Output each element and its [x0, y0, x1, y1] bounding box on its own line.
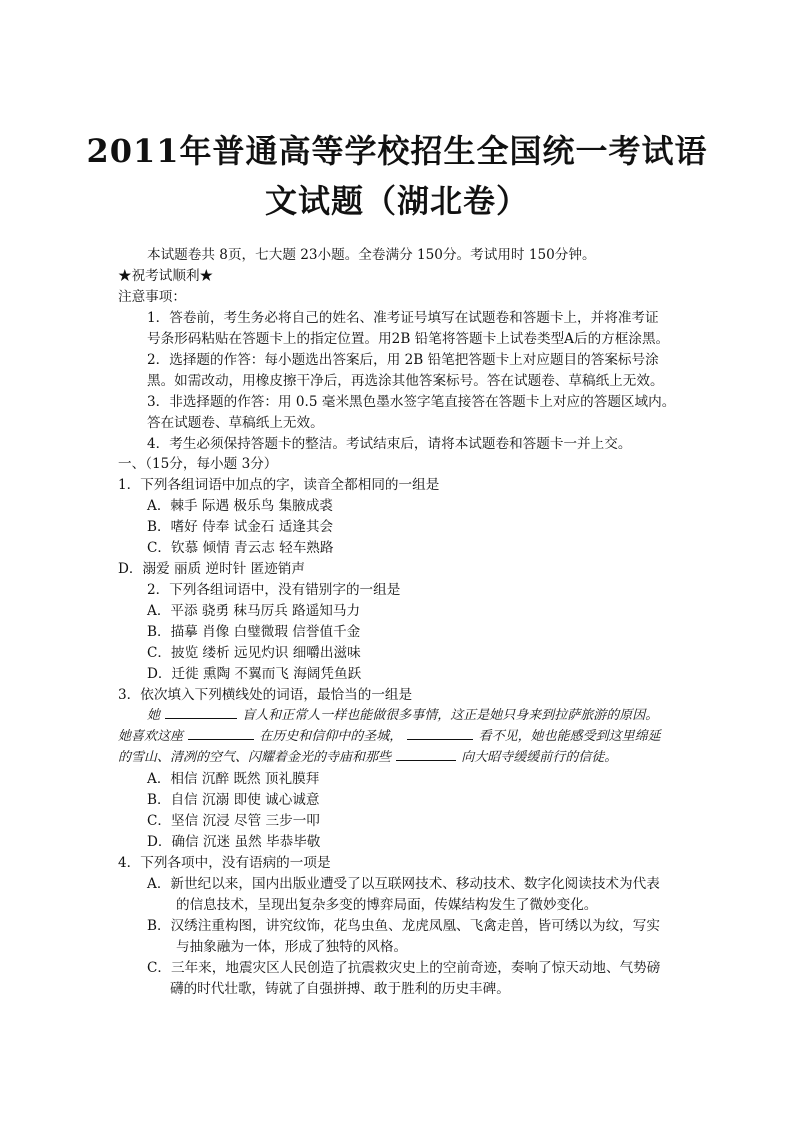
note-line: 号条形码粘贴在答题卡上的指定位置。用2B 铅笔将答题卡上试卷类型A后的方框涂黑。 — [147, 331, 670, 347]
page-title-line1: 2011年普通高等学校招生全国统一考试语 — [86, 132, 708, 170]
note-line: 黑。如需改动，用橡皮擦干净后，再选涂其他答案标号。答在试题卷、草稿纸上无效。 — [147, 373, 664, 389]
question-3-passage-line — [118, 746, 617, 765]
question-2-option: D．迁徙 熏陶 不翼而飞 海阔凭鱼跃 — [147, 666, 362, 682]
passage-text: 她喜欢这座 — [118, 729, 184, 744]
question-3-option: C．坚信 沉浸 尽管 三步一叩 — [147, 813, 320, 829]
page-title-line2: 文试题（湖北卷） — [264, 182, 529, 220]
note-line: 2．选择题的作答：每小题选出答案后，用 2B 铅笔把答题卡上对应题目的答案标号涂 — [147, 352, 659, 368]
question-3-option: D．确信 沉迷 虽然 毕恭毕敬 — [147, 834, 321, 850]
passage-text: 的雪山、清冽的空气、闪耀着金光的寺庙和那些 — [118, 750, 392, 765]
passage-text: 看不见，她也能感受到这里绵延 — [478, 729, 661, 744]
question-2-option: B．描摹 肖像 白璧微瑕 信誉值千金 — [147, 624, 361, 640]
question-1-option: B．嗜好 侍奉 试金石 适逢其会 — [147, 519, 334, 535]
question-1-option: D．溺爱 丽质 逆时针 匿迹销声 — [118, 561, 305, 577]
question-2-option: A．平添 骁勇 秣马厉兵 路遥知马力 — [147, 603, 361, 619]
question-2-option: C．披览 缕析 远见灼识 细嚼出滋味 — [147, 645, 361, 661]
exam-summary: 本试题卷共 8页，七大题 23小题。全卷满分 150分。考试用时 150分钟。 — [147, 247, 596, 263]
note-line: 3．非选择题的作答：用 0.5 毫米黑色墨水签字笔直接答在答题卡上对应的答题区域内。 — [147, 394, 676, 410]
question-3-option: A．相信 沉醉 既然 顶礼膜拜 — [147, 771, 320, 787]
passage-text: 在历史和信仰中的圣城， — [259, 729, 403, 744]
question-4-option-continuation: 礴的时代壮歌，铸就了自强拼搏、敢于胜利的历史丰碑。 — [170, 981, 510, 997]
question-4-stem: 4．下列各项中，没有语病的一项是 — [118, 855, 331, 871]
question-3-passage-line — [147, 704, 658, 723]
good-luck-line: ★祝考试顺利★ — [118, 268, 214, 284]
question-4-option: B．汉绣注重构图，讲究纹饰，花鸟虫鱼、龙虎凤凰、飞禽走兽，皆可绣以为纹，写实 — [147, 918, 660, 934]
passage-text: 向大昭寺缓缓前行的信徒。 — [461, 750, 618, 765]
question-1-option: A．棘手 际遇 极乐鸟 集腋成裘 — [147, 498, 333, 514]
question-1-option: C．钦慕 倾情 青云志 轻车熟路 — [147, 540, 334, 556]
passage-text: 盲人和正常人一样也能做很多事情，这正是她只身来到拉萨旅游的原因。 — [242, 708, 659, 723]
blank-line — [407, 726, 473, 740]
blank-line — [396, 747, 456, 761]
question-4-option: C．三年来，地震灾区人民创造了抗震救灾史上的空前奇迹，奏响了惊天动地、气势磅 — [147, 960, 661, 976]
question-3-passage-line — [118, 725, 661, 744]
question-4-option: A．新世纪以来，国内出版业遭受了以互联网技术、移动技术、数字化阅读技术为代表 — [147, 876, 660, 892]
note-line: 1．答卷前，考生务必将自己的姓名、准考证号填写在试题卷和答题卡上，并将准考证 — [147, 310, 659, 326]
blank-line — [188, 726, 254, 740]
question-4-option-continuation: 的信息技术，呈现出复杂多变的博弈局面，传媒结构发生了微妙变化。 — [176, 897, 598, 913]
question-3-option: B．自信 沉溺 即使 诚心诚意 — [147, 792, 320, 808]
section-heading: 一、（15分，每小题 3分） — [118, 456, 278, 472]
question-2-stem: 2．下列各组词语中，没有错别字的一组是 — [147, 582, 401, 598]
note-line: 答在试题卷、草稿纸上无效。 — [147, 415, 324, 431]
notice-label: 注意事项： — [118, 289, 186, 305]
question-4-option-continuation: 与抽象融为一体，形成了独特的风格。 — [176, 939, 408, 955]
blank-line — [165, 705, 237, 719]
passage-text: 她 — [147, 708, 161, 723]
question-3-stem: 3．依次填入下列横线处的词语，最恰当的一组是 — [118, 687, 413, 703]
note-line: 4．考生必须保持答题卡的整洁。考试结束后，请将本试题卷和答题卡一并上交。 — [147, 436, 632, 452]
question-1-stem: 1．下列各组词语中加点的字，读音全都相同的一组是 — [118, 477, 440, 493]
